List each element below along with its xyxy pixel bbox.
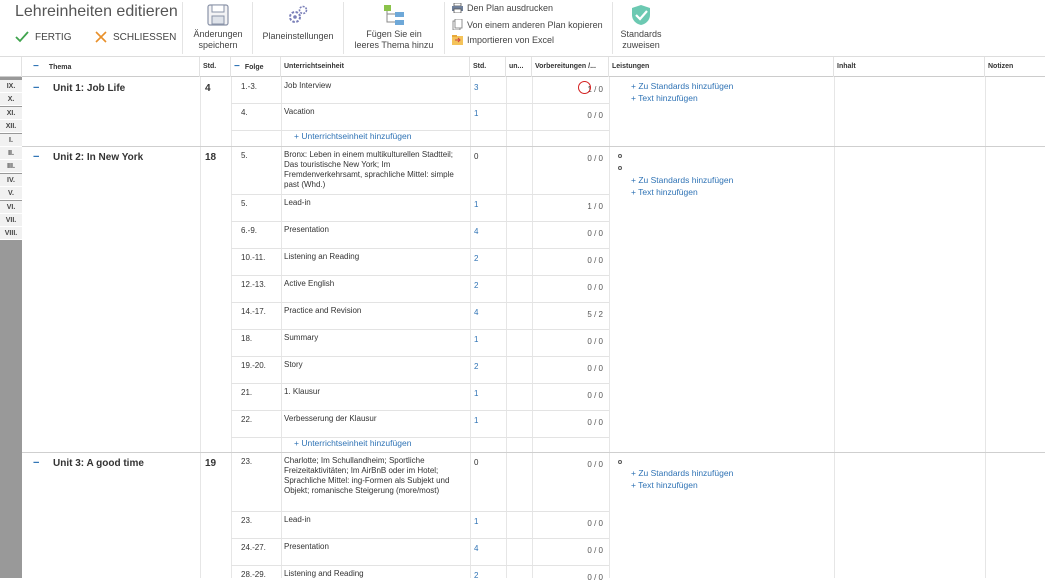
collapse-unit-icon[interactable]: − (33, 82, 40, 94)
header-unterrichtseinheit[interactable]: Unterrichtseinheit (281, 57, 470, 77)
toolbar-divider (444, 2, 445, 54)
lesson-hours[interactable]: 2 (474, 571, 479, 580)
lesson-hours[interactable]: 2 (474, 254, 479, 263)
lesson-name[interactable]: Verbesserung der Klausur (284, 414, 377, 423)
print-label: Den Plan ausdrucken (467, 3, 554, 13)
unit-hours: 4 (205, 83, 211, 94)
prep-count[interactable]: 0 (587, 256, 592, 265)
lesson-preparations[interactable] (533, 111, 603, 120)
column-divider (231, 77, 232, 578)
close-button[interactable] (95, 31, 176, 43)
lesson-name[interactable]: Charlotte; Im Schullandheim; Sportliche Freizeitaktivitäten; Im AirBnB oder im Hotel; Sprachliche Mittel: ing-Formen als Subjekt und Objekt; romanische Steigerung (more/most) (284, 456, 450, 495)
lesson-name[interactable]: Presentation (284, 542, 329, 551)
column-divider (985, 77, 986, 578)
plan-settings-button[interactable] (258, 3, 338, 42)
header-leistungen[interactable]: Leistungen (609, 57, 834, 77)
lesson-sequence: 18. (241, 334, 253, 343)
lesson-preparations[interactable] (533, 202, 603, 211)
month-5[interactable]: I. (0, 134, 22, 147)
header-std[interactable]: Std. (200, 57, 231, 77)
unit-separator (22, 452, 1045, 453)
lesson-name[interactable]: Story (284, 360, 303, 369)
lesson-preparations[interactable] (533, 519, 603, 528)
lesson-preparations[interactable] (533, 283, 603, 292)
prep-count[interactable]: 0 (587, 460, 592, 469)
copy-document-icon (452, 19, 463, 30)
unit-title[interactable]: Unit 3: A good time (53, 458, 144, 469)
column-divider (834, 77, 835, 578)
lesson-preparations[interactable] (533, 310, 603, 319)
unit-title[interactable]: Unit 1: Job Life (53, 83, 126, 94)
checkmark-icon (15, 31, 29, 43)
lesson-separator (231, 565, 609, 566)
lesson-hours[interactable]: 4 (474, 227, 479, 236)
prep-count[interactable]: 0 (587, 391, 592, 400)
lesson-hours[interactable]: 1 (474, 517, 479, 526)
lesson-separator (231, 248, 609, 249)
header-vorbereitungen[interactable]: Vorbereitungen /... (532, 57, 609, 77)
header-folge[interactable]: − Folge (231, 57, 281, 77)
lesson-separator (231, 130, 609, 131)
unit-hours: 18 (205, 152, 217, 163)
save-label-2: speichern (198, 40, 238, 50)
page-title: Lehreinheiten editieren (15, 3, 178, 20)
lesson-name[interactable]: Listening an Reading (284, 252, 360, 261)
add-theme-label-2: leeres Thema hinzu (354, 40, 434, 50)
lesson-preparations[interactable] (533, 418, 603, 427)
lesson-name[interactable]: Practice and Revision (284, 306, 362, 315)
unit-hours: 19 (205, 458, 217, 469)
lesson-name[interactable]: Active English (284, 279, 335, 288)
lesson-sequence: 22. (241, 415, 253, 424)
import-label: Importieren von Excel (467, 35, 555, 45)
month-1[interactable]: IX. (0, 80, 22, 93)
prep-count[interactable]: 1 (587, 85, 592, 94)
lesson-preparations[interactable] (533, 85, 603, 94)
prep-total: / 0 (591, 519, 603, 528)
lesson-separator (231, 437, 609, 438)
add-text-link[interactable]: + Text hinzufügen (631, 187, 698, 197)
toolbar (0, 0, 1045, 57)
lesson-separator (231, 302, 609, 303)
lesson-name[interactable]: Job Interview (284, 81, 332, 90)
lesson-hours[interactable]: 1 (474, 335, 479, 344)
copy-label: Von einem anderen Plan kopieren (467, 19, 603, 30)
lesson-name[interactable]: Vacation (284, 107, 315, 116)
prep-total: / 0 (591, 460, 603, 469)
lesson-sequence: 28.-29. (241, 570, 266, 579)
header-notizen[interactable]: Notizen (988, 63, 1014, 70)
lesson-separator (231, 538, 609, 539)
unit-separator (22, 146, 1045, 147)
lesson-name[interactable]: Lead-in (284, 515, 311, 524)
add-lesson-link[interactable]: + Unterrichtseinheit hinzufügen (294, 438, 412, 448)
prep-count[interactable]: 0 (587, 111, 592, 120)
lesson-preparations[interactable] (533, 391, 603, 400)
done-label: FERTIG (35, 31, 72, 43)
close-label: SCHLIESSEN (113, 31, 177, 43)
add-standards-link[interactable]: + Zu Standards hinzufügen (631, 81, 734, 91)
month-7[interactable]: III. (0, 160, 22, 173)
month-2[interactable]: X. (0, 93, 22, 106)
lesson-preparations[interactable] (533, 546, 603, 555)
toolbar-divider (612, 2, 613, 54)
lesson-sequence: 23. (241, 516, 253, 525)
collapse-unit-icon[interactable]: − (33, 151, 40, 163)
prep-count[interactable]: 5 (587, 310, 592, 319)
prep-count[interactable]: 0 (587, 229, 592, 238)
prep-count[interactable]: 0 (587, 573, 592, 582)
toolbar-divider (252, 2, 253, 54)
add-theme-label-1: Fügen Sie ein (366, 29, 422, 39)
lesson-name[interactable]: Summary (284, 333, 319, 342)
lesson-sequence: 24.-27. (241, 543, 266, 552)
lesson-hours[interactable]: 4 (474, 308, 479, 317)
prep-total: / 0 (591, 111, 603, 120)
lesson-separator (231, 329, 609, 330)
lesson-hours[interactable]: 3 (474, 83, 479, 92)
prep-total: / 0 (591, 256, 603, 265)
assign-standards-button[interactable] (614, 3, 668, 51)
month-6[interactable]: II. (0, 147, 22, 160)
unit-title[interactable]: Unit 2: In New York (53, 152, 144, 163)
bullet-point (618, 460, 622, 464)
gears-icon (286, 3, 310, 27)
copy-from-plan-button[interactable] (452, 19, 603, 30)
month-9[interactable]: V. (0, 187, 22, 200)
lesson-sequence: 23. (241, 457, 253, 466)
standards-label-1: Standards (620, 29, 662, 39)
done-button[interactable] (15, 31, 71, 43)
header-un[interactable]: un... (506, 57, 532, 77)
save-icon (206, 3, 230, 27)
highlight-circle (578, 81, 591, 94)
prep-total: / 0 (591, 202, 603, 211)
collapse-unit-icon[interactable]: − (33, 457, 40, 469)
add-theme-icon (382, 3, 406, 27)
lesson-hours[interactable]: 1 (474, 200, 479, 209)
prep-count[interactable]: 0 (587, 154, 592, 163)
prep-count[interactable]: 0 (587, 283, 592, 292)
lesson-name[interactable]: Bronx: Leben in einem multikulturellen Stadtteil; Das touristische New York; Im Fremdenverkehrsamt, sprachliche Mittel: simple past (Whd.) (284, 150, 454, 189)
prep-total: / 2 (591, 310, 603, 319)
toolbar-divider (343, 2, 344, 54)
month-12[interactable]: VIII. (0, 227, 22, 240)
settings-label: Planeinstellungen (262, 31, 334, 41)
lesson-sequence: 5. (241, 199, 248, 208)
lesson-name[interactable]: Presentation (284, 225, 329, 234)
prep-total: / 0 (591, 546, 603, 555)
month-3[interactable]: XI. (0, 107, 22, 120)
shield-check-icon (629, 3, 653, 27)
column-divider (532, 77, 533, 578)
lesson-hours[interactable]: 1 (474, 109, 479, 118)
toolbar-divider (182, 2, 183, 54)
collapse-lessons-icon[interactable]: − (234, 61, 240, 72)
add-standards-link[interactable]: + Zu Standards hinzufügen (631, 468, 734, 478)
lesson-hours[interactable]: 4 (474, 544, 479, 553)
printer-icon (452, 3, 463, 13)
lesson-hours[interactable]: 1 (474, 416, 479, 425)
prep-total: / 0 (591, 391, 603, 400)
lesson-hours[interactable]: 0 (474, 152, 479, 161)
lesson-sequence: 21. (241, 388, 253, 397)
prep-count[interactable]: 0 (587, 337, 592, 346)
prep-total: / 0 (591, 154, 603, 163)
prep-total: / 0 (591, 337, 603, 346)
close-icon (95, 31, 107, 43)
add-lesson-link[interactable]: + Unterrichtseinheit hinzufügen (294, 131, 412, 141)
lesson-name[interactable]: 1. Klausur (284, 387, 321, 396)
save-changes-button[interactable] (188, 3, 248, 51)
month-4[interactable]: XII. (0, 120, 22, 133)
lesson-separator (231, 275, 609, 276)
month-10[interactable]: VI. (0, 201, 22, 214)
lesson-preparations[interactable] (533, 229, 603, 238)
lesson-sequence: 19.-20. (241, 361, 266, 370)
prep-total: / 0 (591, 283, 603, 292)
lesson-name[interactable]: Listening and Reading (284, 569, 364, 578)
lesson-sequence: 1.-3. (241, 82, 258, 91)
bullet-point (618, 166, 622, 170)
lesson-sequence: 10.-11. (241, 253, 266, 262)
lesson-preparations[interactable] (533, 364, 603, 373)
lesson-preparations[interactable] (533, 154, 603, 163)
import-icon (452, 35, 463, 45)
prep-total: / 0 (591, 364, 603, 373)
print-plan-button[interactable] (452, 3, 553, 13)
column-divider (506, 77, 507, 578)
lesson-hours[interactable]: 0 (474, 458, 479, 467)
lesson-separator (231, 221, 609, 222)
lesson-separator (231, 383, 609, 384)
lesson-sequence: 6.-9. (241, 226, 258, 235)
header-inhalt[interactable]: Inhalt (834, 57, 985, 77)
prep-count[interactable]: 0 (587, 546, 592, 555)
lesson-preparations[interactable] (533, 460, 603, 469)
prep-count[interactable]: 0 (587, 519, 592, 528)
add-standards-link[interactable]: + Zu Standards hinzufügen (631, 175, 734, 185)
header-thema[interactable]: − Thema (22, 57, 200, 77)
column-divider (200, 77, 201, 578)
column-divider (609, 77, 610, 578)
standards-label-2: zuweisen (622, 40, 660, 50)
month-8[interactable]: IV. (0, 174, 22, 187)
column-divider (470, 77, 471, 578)
lesson-sequence: 4. (241, 108, 248, 117)
collapse-all-icon[interactable]: − (33, 61, 39, 72)
lesson-preparations[interactable] (533, 337, 603, 346)
lesson-hours[interactable]: 2 (474, 362, 479, 371)
lesson-sequence: 5. (241, 151, 248, 160)
prep-total: / 0 (591, 573, 603, 582)
prep-count[interactable]: 0 (587, 418, 592, 427)
lesson-separator (231, 356, 609, 357)
bullet-point (618, 154, 622, 158)
prep-count[interactable]: 0 (587, 364, 592, 373)
table-header (0, 57, 1045, 77)
lesson-name[interactable]: Lead-in (284, 198, 311, 207)
save-label-1: Änderungen (193, 29, 243, 39)
lesson-separator (231, 410, 609, 411)
lesson-separator (231, 194, 609, 195)
lesson-preparations[interactable] (533, 256, 603, 265)
add-empty-theme-button[interactable] (348, 3, 440, 51)
header-corner (0, 57, 22, 77)
prep-total: / 0 (591, 229, 603, 238)
add-text-link[interactable]: + Text hinzufügen (631, 480, 698, 490)
header-std2[interactable]: Std. (470, 57, 506, 77)
prep-count[interactable]: 1 (587, 202, 592, 211)
add-text-link[interactable]: + Text hinzufügen (631, 93, 698, 103)
lesson-hours[interactable]: 2 (474, 281, 479, 290)
lesson-sequence: 12.-13. (241, 280, 266, 289)
prep-total: / 0 (591, 418, 603, 427)
import-excel-button[interactable] (452, 35, 554, 45)
lesson-separator (231, 103, 609, 104)
month-11[interactable]: VII. (0, 214, 22, 227)
lesson-hours[interactable]: 1 (474, 389, 479, 398)
lesson-separator (231, 511, 609, 512)
column-divider (281, 77, 282, 578)
prep-total: / 0 (591, 85, 603, 94)
lesson-sequence: 14.-17. (241, 307, 266, 316)
